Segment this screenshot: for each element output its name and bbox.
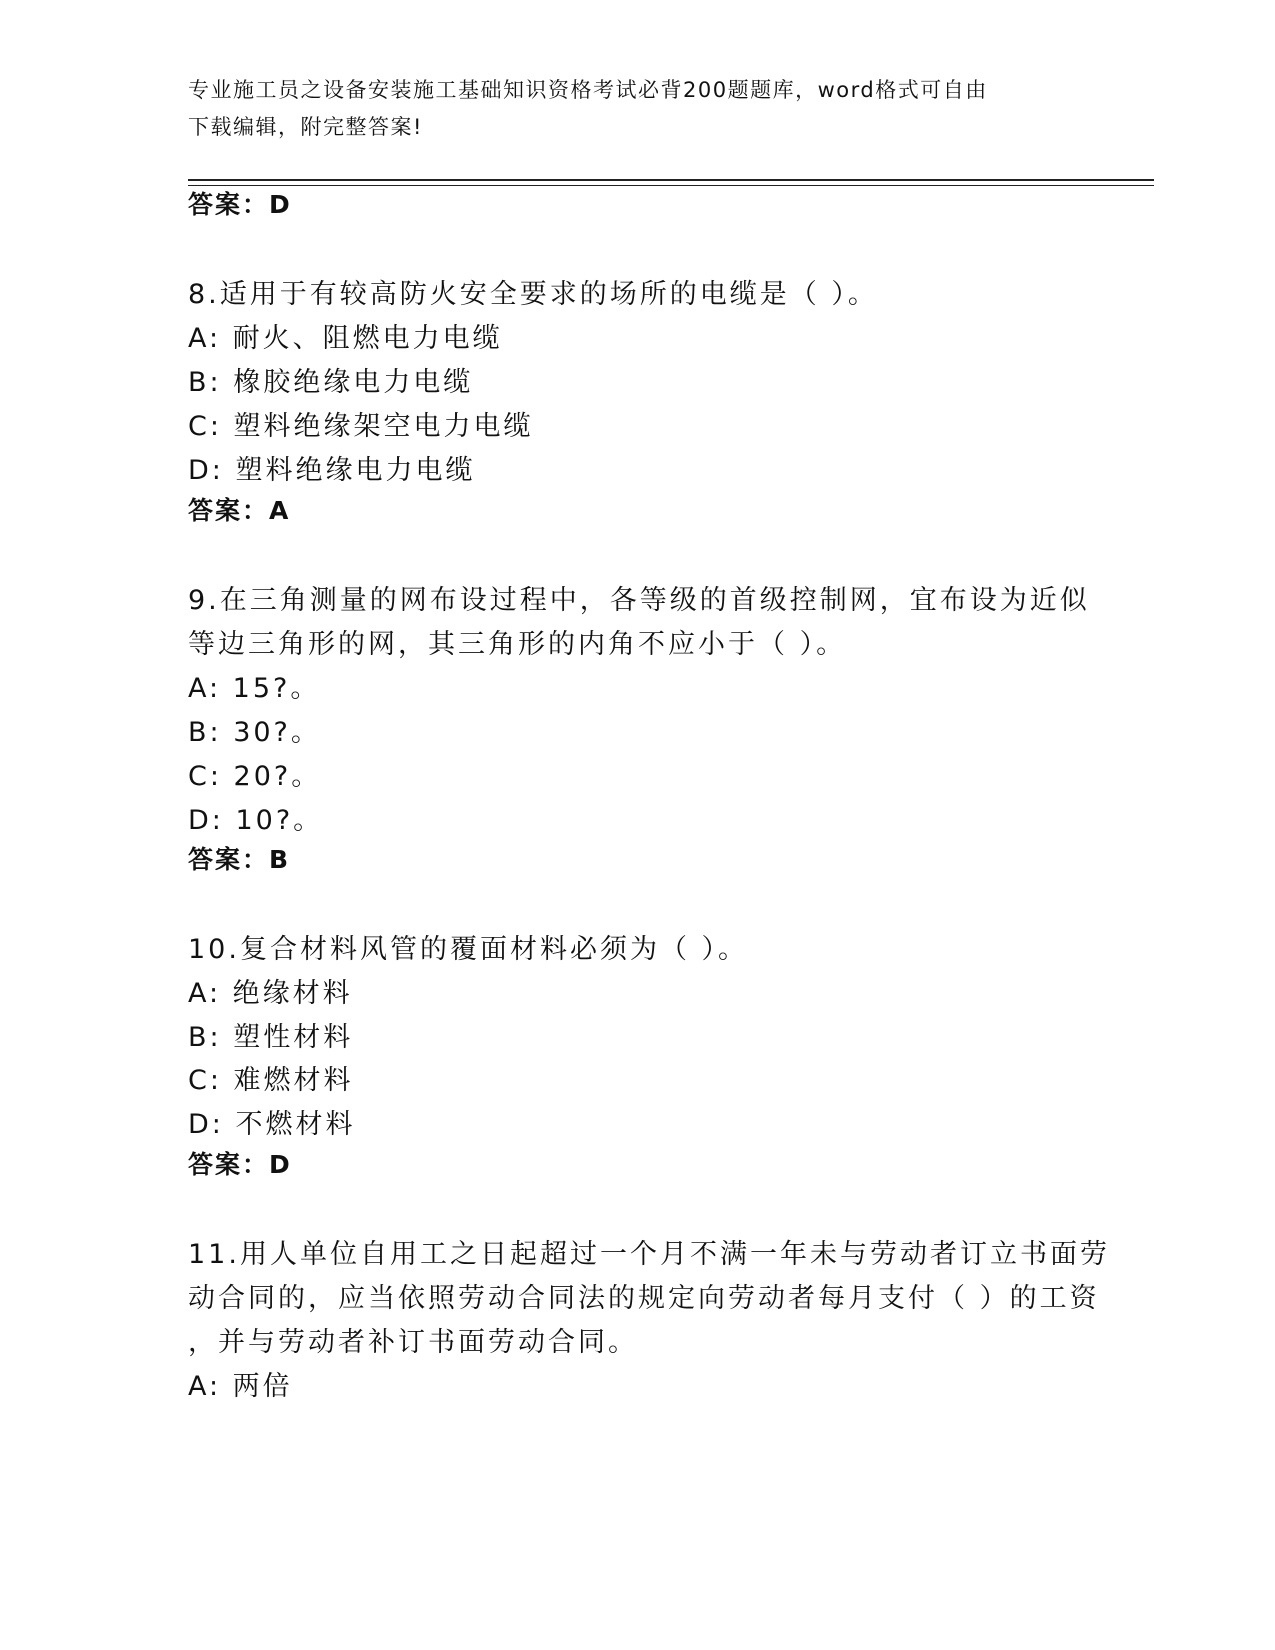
question-10-option-a: A: 绝缘材料	[188, 978, 353, 1009]
question-10-option-c: C: 难燃材料	[188, 1065, 354, 1096]
question-11-stem-line-3: ，并与劳动者补订书面劳动合同。	[188, 1327, 638, 1358]
header-divider-thin	[188, 185, 1154, 186]
question-9-option-b: B: 30?。	[188, 717, 321, 748]
question-11-stem-line-1: 11.用人单位自用工之日起超过一个月不满一年未与劳动者订立书面劳	[188, 1239, 1110, 1270]
previous-answer: 答案：D	[188, 190, 292, 219]
question-8-option-b: B: 橡胶绝缘电力电缆	[188, 367, 474, 398]
question-9-option-c: C: 20?。	[188, 761, 322, 792]
question-8-option-c: C: 塑料绝缘架空电力电缆	[188, 411, 534, 442]
question-10-option-b: B: 塑性材料	[188, 1022, 354, 1053]
question-9-option-d: D: 10?。	[188, 805, 324, 836]
question-10-stem: 10.复合材料风管的覆面材料必须为（ ）。	[188, 934, 749, 965]
question-10-answer: 答案：D	[188, 1150, 292, 1179]
question-9-stem-line-2: 等边三角形的网，其三角形的内角不应小于（ ）。	[188, 629, 847, 660]
question-10-option-d: D: 不燃材料	[188, 1109, 356, 1140]
header-line-1: 专业施工员之设备安装施工基础知识资格考试必背200题题库，word格式可自由	[188, 78, 988, 102]
page-header	[188, 72, 1068, 146]
question-9-stem-line-1: 9.在三角测量的网布设过程中，各等级的首级控制网，宜布设为近似	[188, 585, 1090, 616]
question-11-stem-line-2: 动合同的，应当依照劳动合同法的规定向劳动者每月支付（ ）的工资	[188, 1283, 1100, 1314]
question-8-stem: 8.适用于有较高防火安全要求的场所的电缆是（ ）。	[188, 279, 878, 310]
header-line-2: 下载编辑，附完整答案!	[188, 115, 423, 139]
header-divider-thick	[188, 179, 1154, 181]
question-8-option-d: D: 塑料绝缘电力电缆	[188, 455, 476, 486]
question-8-option-a: A: 耐火、阻燃电力电缆	[188, 323, 503, 354]
question-8-answer: 答案：A	[188, 496, 291, 525]
question-9-option-a: A: 15?。	[188, 673, 321, 704]
question-9-answer: 答案：B	[188, 845, 291, 874]
question-11-option-a: A: 两倍	[188, 1371, 293, 1402]
